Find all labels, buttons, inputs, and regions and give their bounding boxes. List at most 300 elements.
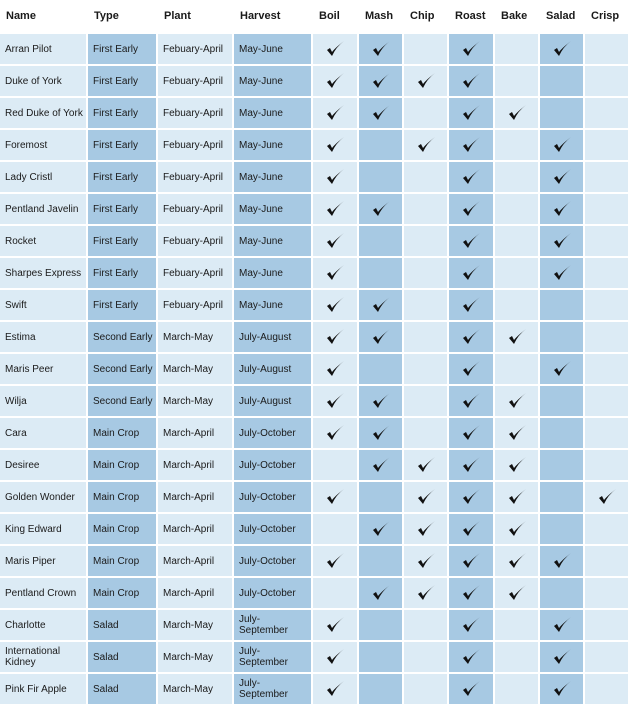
cell-chip bbox=[404, 418, 449, 450]
table-row bbox=[0, 450, 630, 482]
cell-plant: Febuary-April bbox=[158, 226, 234, 258]
cell-bake bbox=[495, 450, 540, 482]
checkmark-icon bbox=[416, 524, 436, 535]
cell-crisp bbox=[585, 546, 630, 578]
cell-chip bbox=[404, 34, 449, 66]
cell-roast bbox=[449, 386, 495, 418]
column-header: Harvest bbox=[234, 0, 313, 34]
table-row bbox=[0, 130, 630, 162]
checkmark-icon bbox=[552, 236, 572, 247]
cell-mash bbox=[359, 546, 404, 578]
cell-mash bbox=[359, 34, 404, 66]
checkmark-icon bbox=[461, 44, 481, 55]
checkmark-icon bbox=[325, 364, 345, 375]
checkmark-icon bbox=[461, 300, 481, 311]
cell-salad bbox=[540, 98, 585, 130]
cell-salad bbox=[540, 386, 585, 418]
checkmark-icon bbox=[461, 108, 481, 119]
table-row bbox=[0, 226, 630, 258]
checkmark-icon bbox=[461, 236, 481, 247]
checkmark-icon bbox=[461, 268, 481, 279]
checkmark-icon bbox=[552, 652, 572, 663]
cell-bake bbox=[495, 258, 540, 290]
checkmark-icon bbox=[552, 684, 572, 695]
cell-name: Wilja bbox=[0, 386, 88, 418]
checkmark-icon bbox=[325, 108, 345, 119]
table-row bbox=[0, 642, 630, 674]
cell-salad bbox=[540, 418, 585, 450]
cell-name: Swift bbox=[0, 290, 88, 322]
cell-boil bbox=[313, 386, 359, 418]
cell-roast bbox=[449, 130, 495, 162]
cell-plant: March-April bbox=[158, 546, 234, 578]
cell-boil bbox=[313, 130, 359, 162]
cell-bake bbox=[495, 130, 540, 162]
cell-mash bbox=[359, 610, 404, 642]
cell-plant: March-May bbox=[158, 610, 234, 642]
cell-mash bbox=[359, 130, 404, 162]
cell-chip bbox=[404, 226, 449, 258]
cell-bake bbox=[495, 98, 540, 130]
cell-crisp bbox=[585, 34, 630, 66]
cell-roast bbox=[449, 322, 495, 354]
table-row bbox=[0, 66, 630, 98]
cell-boil bbox=[313, 258, 359, 290]
cell-mash bbox=[359, 322, 404, 354]
cell-boil bbox=[313, 322, 359, 354]
cell-crisp bbox=[585, 258, 630, 290]
cell-crisp bbox=[585, 450, 630, 482]
checkmark-icon bbox=[461, 76, 481, 87]
cell-salad bbox=[540, 130, 585, 162]
checkmark-icon bbox=[461, 588, 481, 599]
table-row bbox=[0, 162, 630, 194]
cell-boil bbox=[313, 642, 359, 674]
cell-bake bbox=[495, 322, 540, 354]
column-header: Salad bbox=[540, 0, 585, 34]
cell-bake bbox=[495, 34, 540, 66]
cell-type: First Early bbox=[88, 258, 158, 290]
cell-chip bbox=[404, 546, 449, 578]
table-row bbox=[0, 610, 630, 642]
cell-chip bbox=[404, 354, 449, 386]
cell-plant: Febuary-April bbox=[158, 258, 234, 290]
cell-roast bbox=[449, 354, 495, 386]
checkmark-icon bbox=[507, 524, 527, 535]
checkmark-icon bbox=[325, 556, 345, 567]
checkmark-icon bbox=[507, 588, 527, 599]
cell-name: Foremost bbox=[0, 130, 88, 162]
cell-crisp bbox=[585, 418, 630, 450]
cell-harvest: July-October bbox=[234, 546, 313, 578]
checkmark-icon bbox=[552, 44, 572, 55]
checkmark-icon bbox=[371, 396, 391, 407]
cell-bake bbox=[495, 66, 540, 98]
cell-chip bbox=[404, 578, 449, 610]
checkmark-icon bbox=[507, 332, 527, 343]
cell-salad bbox=[540, 578, 585, 610]
checkmark-icon bbox=[552, 268, 572, 279]
cell-name: Lady Cristl bbox=[0, 162, 88, 194]
cell-boil bbox=[313, 226, 359, 258]
checkmark-icon bbox=[325, 172, 345, 183]
cell-plant: March-May bbox=[158, 386, 234, 418]
cell-name: Pentland Javelin bbox=[0, 194, 88, 226]
cell-type: Main Crop bbox=[88, 578, 158, 610]
cell-crisp bbox=[585, 98, 630, 130]
cell-chip bbox=[404, 450, 449, 482]
checkmark-icon bbox=[552, 172, 572, 183]
cell-crisp bbox=[585, 322, 630, 354]
cell-chip bbox=[404, 162, 449, 194]
cell-chip bbox=[404, 386, 449, 418]
checkmark-icon bbox=[507, 396, 527, 407]
column-header: Name bbox=[0, 0, 88, 34]
cell-harvest: May-June bbox=[234, 258, 313, 290]
cell-plant: March-April bbox=[158, 578, 234, 610]
cell-bake bbox=[495, 546, 540, 578]
cell-mash bbox=[359, 642, 404, 674]
cell-mash bbox=[359, 258, 404, 290]
cell-boil bbox=[313, 578, 359, 610]
cell-name: Pentland Crown bbox=[0, 578, 88, 610]
checkmark-icon bbox=[325, 396, 345, 407]
cell-bake bbox=[495, 354, 540, 386]
cell-boil bbox=[313, 546, 359, 578]
cell-plant: March-April bbox=[158, 482, 234, 514]
cell-name: Estima bbox=[0, 322, 88, 354]
cell-roast bbox=[449, 674, 495, 706]
cell-type: First Early bbox=[88, 34, 158, 66]
cell-plant: March-April bbox=[158, 450, 234, 482]
cell-bake bbox=[495, 482, 540, 514]
cell-type: First Early bbox=[88, 290, 158, 322]
cell-type: Main Crop bbox=[88, 450, 158, 482]
checkmark-icon bbox=[461, 652, 481, 663]
checkmark-icon bbox=[461, 524, 481, 535]
cell-harvest: July-September bbox=[234, 674, 313, 706]
cell-roast bbox=[449, 418, 495, 450]
cell-boil bbox=[313, 674, 359, 706]
cell-roast bbox=[449, 66, 495, 98]
cell-name: Duke of York bbox=[0, 66, 88, 98]
checkmark-icon bbox=[552, 620, 572, 631]
checkmark-icon bbox=[371, 44, 391, 55]
table-row bbox=[0, 578, 630, 610]
cell-name: Golden Wonder bbox=[0, 482, 88, 514]
cell-bake bbox=[495, 610, 540, 642]
cell-salad bbox=[540, 450, 585, 482]
cell-type: First Early bbox=[88, 226, 158, 258]
cell-type: Salad bbox=[88, 642, 158, 674]
cell-salad bbox=[540, 194, 585, 226]
checkmark-icon bbox=[461, 204, 481, 215]
cell-harvest: May-June bbox=[234, 162, 313, 194]
cell-bake bbox=[495, 290, 540, 322]
checkmark-icon bbox=[371, 300, 391, 311]
cell-harvest: July-October bbox=[234, 578, 313, 610]
cell-crisp bbox=[585, 194, 630, 226]
cell-roast bbox=[449, 514, 495, 546]
cell-bake bbox=[495, 514, 540, 546]
column-header: Chip bbox=[404, 0, 449, 34]
checkmark-icon bbox=[371, 524, 391, 535]
checkmark-icon bbox=[507, 492, 527, 503]
table-row bbox=[0, 674, 630, 706]
cell-bake bbox=[495, 674, 540, 706]
cell-bake bbox=[495, 386, 540, 418]
checkmark-icon bbox=[325, 620, 345, 631]
cell-roast bbox=[449, 450, 495, 482]
cell-roast bbox=[449, 290, 495, 322]
cell-salad bbox=[540, 546, 585, 578]
cell-roast bbox=[449, 578, 495, 610]
column-header: Mash bbox=[359, 0, 404, 34]
cell-salad bbox=[540, 162, 585, 194]
cell-type: First Early bbox=[88, 98, 158, 130]
cell-chip bbox=[404, 642, 449, 674]
cell-roast bbox=[449, 482, 495, 514]
table-row bbox=[0, 34, 630, 66]
cell-salad bbox=[540, 482, 585, 514]
cell-chip bbox=[404, 290, 449, 322]
cell-salad bbox=[540, 354, 585, 386]
cell-type: First Early bbox=[88, 162, 158, 194]
cell-bake bbox=[495, 578, 540, 610]
checkmark-icon bbox=[461, 172, 481, 183]
cell-name: Maris Piper bbox=[0, 546, 88, 578]
cell-mash bbox=[359, 290, 404, 322]
checkmark-icon bbox=[461, 428, 481, 439]
cell-mash bbox=[359, 674, 404, 706]
cell-mash bbox=[359, 98, 404, 130]
cell-boil bbox=[313, 162, 359, 194]
cell-bake bbox=[495, 162, 540, 194]
cell-boil bbox=[313, 194, 359, 226]
cell-chip bbox=[404, 130, 449, 162]
cell-plant: March-May bbox=[158, 322, 234, 354]
cell-bake bbox=[495, 194, 540, 226]
cell-harvest: July-October bbox=[234, 514, 313, 546]
cell-chip bbox=[404, 194, 449, 226]
cell-mash bbox=[359, 226, 404, 258]
checkmark-icon bbox=[552, 556, 572, 567]
cell-name: Arran Pilot bbox=[0, 34, 88, 66]
cell-name: Red Duke of York bbox=[0, 98, 88, 130]
table-row bbox=[0, 514, 630, 546]
checkmark-icon bbox=[416, 460, 436, 471]
cell-type: First Early bbox=[88, 194, 158, 226]
cell-roast bbox=[449, 546, 495, 578]
checkmark-icon bbox=[461, 620, 481, 631]
checkmark-icon bbox=[371, 460, 391, 471]
checkmark-icon bbox=[461, 332, 481, 343]
cell-type: Main Crop bbox=[88, 482, 158, 514]
cell-chip bbox=[404, 258, 449, 290]
cell-salad bbox=[540, 610, 585, 642]
checkmark-icon bbox=[325, 492, 345, 503]
cell-crisp bbox=[585, 482, 630, 514]
cell-name: Desiree bbox=[0, 450, 88, 482]
cell-type: Second Early bbox=[88, 386, 158, 418]
checkmark-icon bbox=[552, 140, 572, 151]
cell-chip bbox=[404, 482, 449, 514]
cell-chip bbox=[404, 674, 449, 706]
cell-type: Salad bbox=[88, 610, 158, 642]
cell-crisp bbox=[585, 386, 630, 418]
table-row bbox=[0, 418, 630, 450]
cell-harvest: May-June bbox=[234, 34, 313, 66]
checkmark-icon bbox=[325, 684, 345, 695]
table-row bbox=[0, 290, 630, 322]
column-header: Crisp bbox=[585, 0, 630, 34]
cell-plant: March-May bbox=[158, 354, 234, 386]
cell-crisp bbox=[585, 578, 630, 610]
cell-harvest: July-August bbox=[234, 354, 313, 386]
checkmark-icon bbox=[461, 460, 481, 471]
cell-roast bbox=[449, 642, 495, 674]
cell-name: Pink Fir Apple bbox=[0, 674, 88, 706]
table-body bbox=[0, 34, 630, 706]
cell-harvest: July-October bbox=[234, 450, 313, 482]
cell-mash bbox=[359, 450, 404, 482]
cell-crisp bbox=[585, 642, 630, 674]
cell-plant: March-April bbox=[158, 418, 234, 450]
cell-mash bbox=[359, 194, 404, 226]
checkmark-icon bbox=[416, 76, 436, 87]
checkmark-icon bbox=[325, 236, 345, 247]
cell-plant: Febuary-April bbox=[158, 194, 234, 226]
cell-boil bbox=[313, 34, 359, 66]
checkmark-icon bbox=[461, 684, 481, 695]
cell-salad bbox=[540, 226, 585, 258]
cell-salad bbox=[540, 34, 585, 66]
checkmark-icon bbox=[325, 268, 345, 279]
cell-boil bbox=[313, 98, 359, 130]
cell-boil bbox=[313, 610, 359, 642]
checkmark-icon bbox=[325, 76, 345, 87]
checkmark-icon bbox=[461, 556, 481, 567]
cell-harvest: May-June bbox=[234, 290, 313, 322]
checkmark-icon bbox=[325, 652, 345, 663]
cell-roast bbox=[449, 226, 495, 258]
checkmark-icon bbox=[461, 396, 481, 407]
cell-name: Charlotte bbox=[0, 610, 88, 642]
cell-crisp bbox=[585, 354, 630, 386]
checkmark-icon bbox=[416, 492, 436, 503]
cell-harvest: May-June bbox=[234, 226, 313, 258]
checkmark-icon bbox=[552, 364, 572, 375]
table-row bbox=[0, 98, 630, 130]
checkmark-icon bbox=[416, 588, 436, 599]
cell-type: Salad bbox=[88, 674, 158, 706]
table-row bbox=[0, 354, 630, 386]
cell-plant: March-May bbox=[158, 674, 234, 706]
cell-harvest: July-August bbox=[234, 322, 313, 354]
cell-bake bbox=[495, 642, 540, 674]
checkmark-icon bbox=[507, 108, 527, 119]
cell-mash bbox=[359, 66, 404, 98]
cell-crisp bbox=[585, 674, 630, 706]
cell-salad bbox=[540, 514, 585, 546]
cell-salad bbox=[540, 258, 585, 290]
table-row bbox=[0, 482, 630, 514]
cell-crisp bbox=[585, 610, 630, 642]
cell-crisp bbox=[585, 130, 630, 162]
cell-type: First Early bbox=[88, 66, 158, 98]
checkmark-icon bbox=[325, 140, 345, 151]
column-header: Roast bbox=[449, 0, 495, 34]
checkmark-icon bbox=[325, 300, 345, 311]
cell-mash bbox=[359, 354, 404, 386]
cell-plant: Febuary-April bbox=[158, 66, 234, 98]
cell-harvest: July-August bbox=[234, 386, 313, 418]
cell-plant: Febuary-April bbox=[158, 290, 234, 322]
cell-harvest: May-June bbox=[234, 66, 313, 98]
cell-type: Main Crop bbox=[88, 514, 158, 546]
cell-name: King Edward bbox=[0, 514, 88, 546]
cell-type: Main Crop bbox=[88, 546, 158, 578]
cell-crisp bbox=[585, 514, 630, 546]
cell-plant: March-April bbox=[158, 514, 234, 546]
table-row bbox=[0, 258, 630, 290]
cell-name: Maris Peer bbox=[0, 354, 88, 386]
checkmark-icon bbox=[371, 204, 391, 215]
cell-name: Sharpes Express bbox=[0, 258, 88, 290]
checkmark-icon bbox=[371, 108, 391, 119]
cell-type: Main Crop bbox=[88, 418, 158, 450]
checkmark-icon bbox=[371, 76, 391, 87]
checkmark-icon bbox=[416, 140, 436, 151]
checkmark-icon bbox=[507, 556, 527, 567]
table-row bbox=[0, 194, 630, 226]
cell-name: Cara bbox=[0, 418, 88, 450]
cell-bake bbox=[495, 418, 540, 450]
checkmark-icon bbox=[461, 364, 481, 375]
column-header: Plant bbox=[158, 0, 234, 34]
cell-plant: Febuary-April bbox=[158, 162, 234, 194]
cell-chip bbox=[404, 610, 449, 642]
cell-harvest: May-June bbox=[234, 130, 313, 162]
cell-boil bbox=[313, 66, 359, 98]
cell-mash bbox=[359, 418, 404, 450]
checkmark-icon bbox=[325, 44, 345, 55]
cell-boil bbox=[313, 514, 359, 546]
cell-chip bbox=[404, 98, 449, 130]
cell-roast bbox=[449, 194, 495, 226]
cell-plant: Febuary-April bbox=[158, 130, 234, 162]
cell-harvest: May-June bbox=[234, 194, 313, 226]
column-header: Type bbox=[88, 0, 158, 34]
cell-name: Rocket bbox=[0, 226, 88, 258]
cell-type: First Early bbox=[88, 130, 158, 162]
cell-type: Second Early bbox=[88, 322, 158, 354]
cell-salad bbox=[540, 674, 585, 706]
checkmark-icon bbox=[325, 428, 345, 439]
cell-crisp bbox=[585, 162, 630, 194]
header-row bbox=[0, 0, 630, 34]
checkmark-icon bbox=[507, 428, 527, 439]
checkmark-icon bbox=[371, 588, 391, 599]
cell-harvest: May-June bbox=[234, 98, 313, 130]
cell-salad bbox=[540, 322, 585, 354]
cell-plant: March-May bbox=[158, 642, 234, 674]
cell-crisp bbox=[585, 290, 630, 322]
cell-harvest: July-September bbox=[234, 610, 313, 642]
cell-roast bbox=[449, 34, 495, 66]
cell-mash bbox=[359, 514, 404, 546]
table-row bbox=[0, 322, 630, 354]
